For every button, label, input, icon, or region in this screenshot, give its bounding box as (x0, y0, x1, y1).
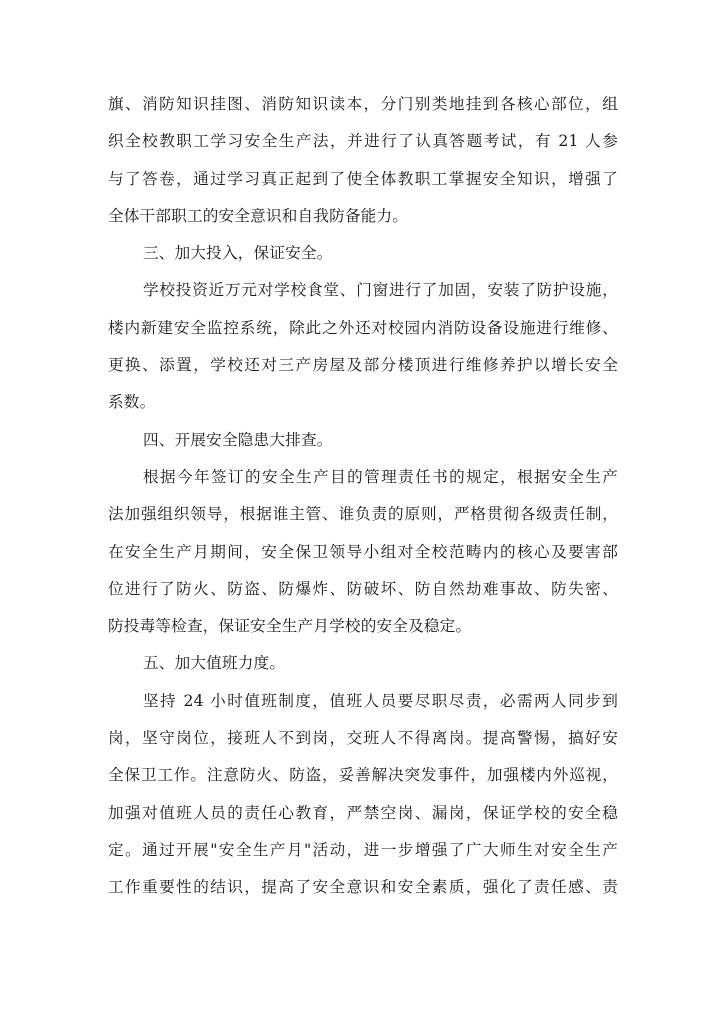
text-line: 全体干部职工的安全意识和自我防备能力。 (108, 206, 409, 225)
text-line: 在安全生产月期间，安全保卫领导小组对全校范畴内的核心及要害部 (108, 542, 618, 561)
text-line: 岗，坚守岗位，接班人不到岗，交班人不得离岗。提高警惕，搞好安 (108, 729, 618, 748)
text-line: 加强对值班人员的责任心教育，严禁空岗、漏岗，保证学校的安全稳 (108, 803, 618, 822)
text-line: 三、加大投入，保证安全。 (143, 244, 333, 263)
text-line: 坚持 24 小时值班制度，值班人员要尽职尽责，必需两人同步到 (143, 691, 618, 710)
text-line: 定。通过开展"安全生产月"活动，进一步增强了广大师生对安全生产 (108, 840, 618, 859)
text-line: 织全校教职工学习安全生产法，并进行了认真答题考试，有 21 人参 (108, 132, 618, 151)
text-line: 工作重要性的结识，提高了安全意识和安全素质，强化了责任感、责 (108, 878, 618, 897)
text-line: 位进行了防火、防盗、防爆炸、防破坏、防自然劫难事故、防失密、 (108, 579, 618, 598)
text-line: 防投毒等检查，保证安全生产月学校的安全及稳定。 (108, 617, 472, 636)
text-line: 根据今年签订的安全生产目的管理责任书的规定，根据安全生产 (143, 467, 618, 486)
text-line: 全保卫工作。注意防火、防盗，妥善解决突发事件，加强楼内外巡视， (108, 766, 618, 785)
text-line: 楼内新建安全监控系统，除此之外还对校园内消防设备设施进行维修、 (108, 318, 618, 337)
text-line: 与了答卷，通过学习真正起到了使全体教职工掌握安全知识，增强了 (108, 169, 618, 188)
text-line: 系数。 (108, 393, 156, 412)
text-line: 学校投资近万元对学校食堂、门窗进行了加固，安装了防护设施， (143, 281, 618, 300)
text-line: 法加强组织领导，根据谁主管、谁负责的原则，严格贯彻各级责任制， (108, 505, 618, 524)
document-body (108, 86, 618, 907)
text-line: 四、开展安全隐患大排查。 (143, 430, 333, 449)
text-line: 更换、添置，学校还对三产房屋及部分楼顶进行维修养护以增长安全 (108, 356, 618, 375)
text-line: 五、加大值班力度。 (143, 654, 286, 673)
text-line: 旗、消防知识挂图、消防知识读本，分门别类地挂到各核心部位，组 (108, 95, 618, 113)
